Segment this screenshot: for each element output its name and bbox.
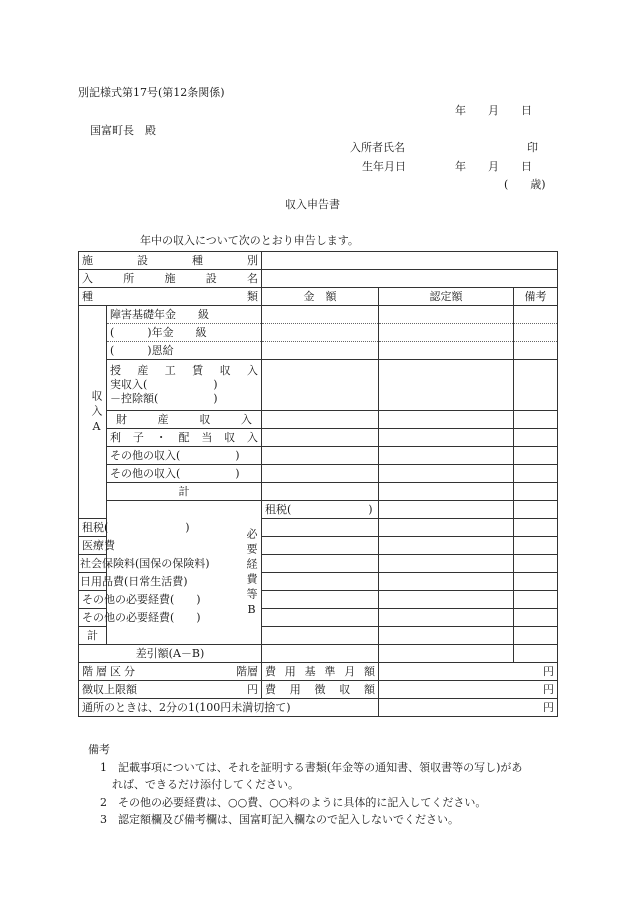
expense-row [79, 501, 558, 519]
amount-cell[interactable] [262, 609, 379, 627]
remarks-cell [514, 306, 558, 324]
base-fee-char: 準 [324, 664, 336, 678]
property-income-label [107, 411, 262, 429]
facility-name-char: 施 [164, 271, 176, 285]
facility-type-char: 別 [247, 253, 258, 267]
difference-label: 差引額(A－B) [79, 645, 262, 663]
collection-label [262, 681, 379, 699]
certified-cell [379, 342, 514, 360]
daily-goods-label: 日用品費(日常生活費) [79, 573, 107, 591]
birth-date: 年 月 日 [455, 160, 532, 173]
certified-cell [379, 447, 514, 465]
certified-cell [379, 360, 514, 411]
base-fee-text [265, 665, 375, 679]
note-item-1-continued: れば、できるだけ添付してください。 [112, 778, 299, 791]
base-fee-char: 用 [284, 664, 296, 678]
facility-type-input[interactable] [262, 252, 558, 270]
other-income-1-label: その他の収入( ) [107, 447, 262, 465]
interest-char: 配 [178, 430, 190, 444]
seal-mark: 印 [527, 141, 538, 154]
class-row [79, 663, 558, 681]
base-fee-label [262, 663, 379, 681]
income-row [79, 429, 558, 447]
remarks-cell [514, 645, 558, 663]
limit-unit: 円 [247, 682, 258, 696]
col-kind-char: 種 [82, 289, 93, 303]
collection-char: 収 [339, 682, 351, 696]
remarks-cell [514, 447, 558, 465]
name-label: 入所者氏名 [350, 141, 405, 154]
col-certified-header: 認定額 [379, 288, 514, 306]
income-other-pension-label: ( )年金 級 [107, 324, 262, 342]
wage-char: 授 [110, 364, 121, 377]
limit-label: 徴収上限額 [82, 682, 137, 696]
certified-cell [379, 429, 514, 447]
income-pension-label: 障害基礎年金 級 [107, 306, 262, 324]
base-fee-char: 費 [265, 664, 276, 678]
col-remarks-header: 備考 [514, 288, 558, 306]
amount-cell[interactable] [262, 591, 379, 609]
other-income-2-label: その他の収入( ) [107, 465, 262, 483]
expense-row [79, 573, 558, 591]
remarks-cell [514, 591, 558, 609]
amount-cell[interactable] [262, 342, 379, 360]
interest-char: 子 [132, 430, 144, 444]
limit-row [79, 681, 558, 699]
class-label: 階層区分 [82, 664, 138, 678]
income-row [79, 306, 558, 324]
income-row [79, 447, 558, 465]
wage-actual-income: 実収入( ) [110, 378, 218, 391]
certified-cell [514, 501, 558, 519]
note-item-3: 3 認定額欄及び備考欄は、国富町記入欄なので記入しないでください。 [100, 813, 459, 826]
base-fee-char: 額 [363, 664, 375, 678]
remarks-cell [514, 324, 558, 342]
expense-group-label: 必要経費等B [107, 501, 262, 645]
amount-cell[interactable] [262, 483, 379, 501]
facility-type-text [82, 254, 258, 268]
income-row [79, 342, 558, 360]
certified-cell [379, 627, 514, 645]
certified-cell [379, 645, 514, 663]
interest-char: 利 [110, 430, 121, 444]
income-declaration-table [78, 251, 558, 717]
wage-label [107, 360, 262, 411]
interest-income-label [107, 429, 262, 447]
class-unit: 階層 [236, 664, 258, 678]
col-kind-char: 類 [247, 289, 258, 303]
form-number: 別記様式第17号(第12条関係) [78, 86, 225, 99]
interest-income-text [110, 431, 258, 445]
amount-cell[interactable] [262, 324, 379, 342]
interest-char: 収 [224, 430, 236, 444]
document-title: 収入申告書 [285, 198, 340, 211]
expense-row [79, 609, 558, 627]
amount-cell[interactable] [379, 501, 514, 519]
facility-name-char: 設 [205, 271, 217, 285]
wage-char: 賃 [192, 364, 204, 377]
property-char: 財 [116, 412, 127, 426]
income-row [79, 324, 558, 342]
facility-type-row [79, 252, 558, 270]
property-char: 産 [157, 412, 169, 426]
medical-label [79, 537, 115, 555]
wage-char: 産 [137, 364, 149, 377]
amount-cell[interactable] [262, 306, 379, 324]
col-amount-header: 金 額 [262, 288, 379, 306]
income-total-row [79, 483, 558, 501]
limit-text [82, 683, 258, 697]
amount-cell[interactable] [262, 537, 379, 555]
column-header-row [79, 288, 558, 306]
interest-char: ・ [155, 430, 167, 444]
certified-cell [379, 483, 514, 501]
medical-char: 医 [82, 538, 93, 552]
certified-cell [379, 519, 514, 537]
income-total-label: 計 [107, 483, 262, 501]
amount-cell[interactable] [262, 519, 379, 537]
wage-char: 収 [219, 364, 231, 377]
class-cell [79, 663, 262, 681]
interest-char: 入 [246, 430, 258, 444]
other-expense-1-label: その他の必要経費( ) [79, 591, 107, 609]
facility-name-input[interactable] [262, 270, 558, 288]
facility-name-char: 入 [82, 271, 93, 285]
interest-char: 当 [201, 430, 213, 444]
facility-name-text [82, 272, 258, 286]
remarks-cell [514, 360, 558, 411]
certified-cell [379, 411, 514, 429]
facility-name-char: 所 [123, 271, 135, 285]
notes-heading: 備考 [88, 743, 110, 756]
collection-char: 用 [289, 682, 301, 696]
collection-text [265, 683, 375, 697]
base-fee-char: 基 [304, 664, 316, 678]
certified-cell [379, 555, 514, 573]
difference-row [79, 645, 558, 663]
medical-char: 費 [104, 538, 115, 552]
wage-title [110, 364, 258, 378]
expense-total-label: 計 [79, 627, 107, 645]
facility-type-char: 施 [82, 253, 93, 267]
tax-2-label: 租税( ) [79, 519, 107, 537]
medical-text [82, 538, 115, 553]
limit-cell [79, 681, 262, 699]
commute-row [79, 699, 558, 717]
income-group-label: 収入A [79, 306, 107, 519]
wage-deduction: －控除額( ) [110, 392, 218, 405]
certified-cell [379, 591, 514, 609]
tax-1-label: 租税( ) [262, 501, 379, 519]
income-row [79, 411, 558, 429]
base-fee-value[interactable]: 円 [379, 663, 558, 681]
remarks-cell [514, 411, 558, 429]
collection-value[interactable]: 円 [379, 681, 558, 699]
wage-row [79, 360, 558, 411]
certified-cell [379, 573, 514, 591]
intro-text: 年中の収入について次のとおり申告します。 [140, 234, 359, 247]
expense-row [79, 591, 558, 609]
remarks-cell [514, 483, 558, 501]
amount-cell[interactable] [262, 465, 379, 483]
addressee: 国富町長 殿 [90, 124, 156, 137]
property-income-text [110, 413, 258, 427]
amount-cell[interactable] [262, 411, 379, 429]
amount-cell[interactable] [262, 360, 379, 411]
facility-name-char: 名 [247, 271, 258, 285]
certified-cell [379, 306, 514, 324]
certified-cell [379, 324, 514, 342]
date-line: 年 月 日 [455, 104, 532, 117]
other-expense-2-label: その他の必要経費( ) [79, 609, 107, 627]
collection-char: 徴 [314, 682, 326, 696]
remarks-cell [514, 537, 558, 555]
remarks-cell [514, 555, 558, 573]
base-fee-char: 月 [344, 664, 356, 678]
facility-type-label [79, 252, 262, 270]
facility-name-row [79, 270, 558, 288]
remarks-cell [514, 609, 558, 627]
certified-cell [379, 609, 514, 627]
wage-char: 入 [246, 364, 258, 377]
wage-char: 工 [164, 364, 176, 377]
certified-cell [379, 537, 514, 555]
facility-type-char: 種 [192, 253, 203, 267]
collection-char: 額 [364, 682, 375, 696]
col-kind-text [82, 290, 258, 304]
remarks-cell [514, 627, 558, 645]
remarks-cell [514, 519, 558, 537]
col-kind-header [79, 288, 262, 306]
commute-value[interactable]: 円 [379, 699, 558, 717]
expense-row [79, 555, 558, 573]
facility-name-label [79, 270, 262, 288]
amount-cell[interactable] [262, 555, 379, 573]
class-text [82, 665, 258, 679]
medical-char: 療 [93, 538, 104, 552]
income-row [79, 465, 558, 483]
age-field: ( 歳) [504, 178, 546, 191]
property-char: 収 [199, 412, 211, 426]
remarks-cell [514, 465, 558, 483]
remarks-cell [514, 573, 558, 591]
property-char: 入 [240, 412, 252, 426]
notes-section [86, 741, 556, 829]
birth-label: 生年月日 [362, 160, 406, 173]
commute-note: 通所のときは、2分の1(100円未満切捨て) [79, 699, 379, 717]
remarks-cell [514, 429, 558, 447]
collection-char: 費 [265, 682, 276, 696]
amount-cell[interactable] [262, 645, 379, 663]
social-insurance-label: 社会保険料(国保の保険料) [79, 555, 107, 573]
amount-cell[interactable] [262, 573, 379, 591]
amount-cell[interactable] [262, 429, 379, 447]
facility-type-char: 設 [137, 253, 148, 267]
amount-cell[interactable] [262, 627, 379, 645]
amount-cell[interactable] [262, 447, 379, 465]
certified-cell [379, 465, 514, 483]
remarks-cell [514, 342, 558, 360]
income-pension-grant-label: ( )恩給 [107, 342, 262, 360]
expense-row [79, 519, 558, 537]
note-item-2: 2 その他の必要経費は、○○費、○○料のように具体的に記入してください。 [100, 795, 487, 809]
note-item-1: 1 記載事項については、それを証明する書類(年金等の通知書、領収書等の写し)があ [100, 760, 523, 774]
